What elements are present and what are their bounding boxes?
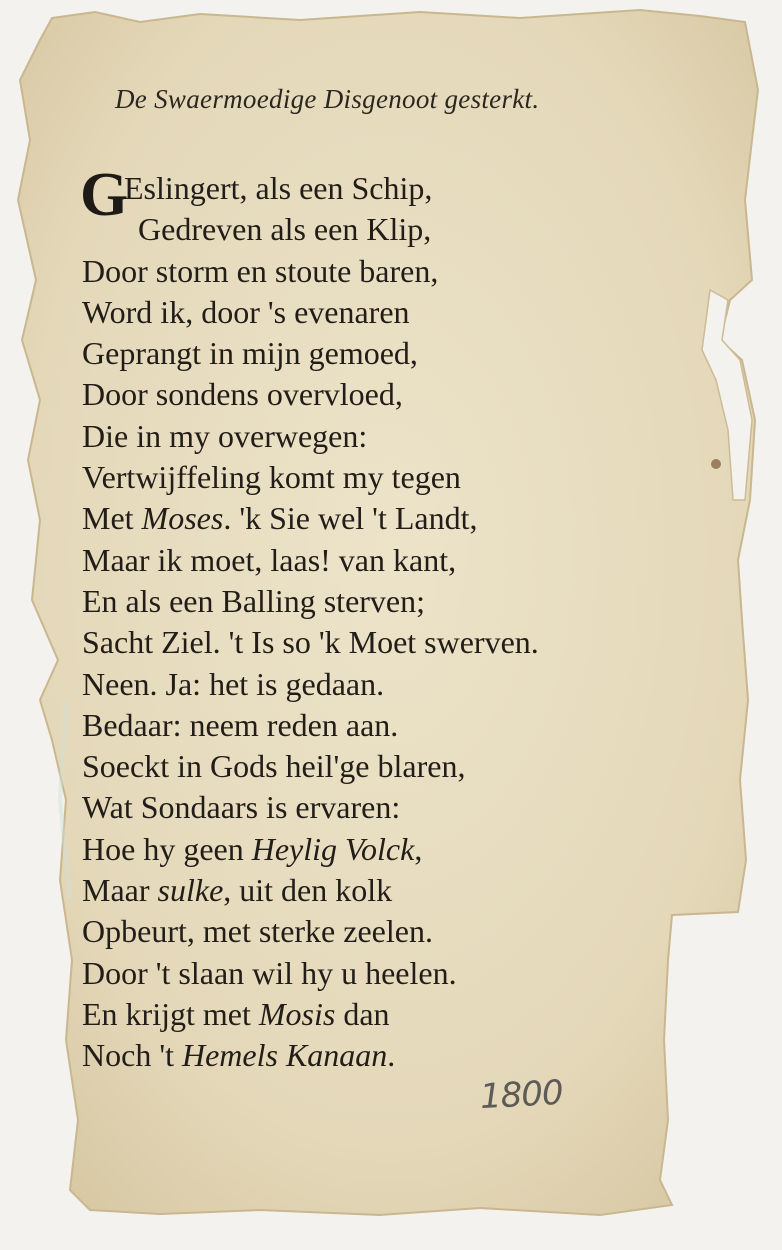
poem-line: [82, 746, 642, 787]
poem-line: [82, 168, 642, 209]
page-title: De Swaermoedige Disgenoot gesterkt.: [115, 84, 540, 114]
poem-line: [82, 251, 642, 292]
drop-cap: G: [80, 161, 129, 229]
poem-line-text: Door 't slaan wil hy u heelen.: [82, 954, 457, 991]
poem-line-text: Gedreven als een Klip,: [138, 211, 432, 248]
poem-line: [82, 581, 642, 622]
poem-line-text: Die in my overwegen:: [82, 417, 368, 454]
poem-line: [82, 870, 642, 911]
poem-line-text: Sacht Ziel. 't Is so 'k Moet swerven.: [82, 624, 539, 661]
poem-line-text: Vertwijffeling komt my tegen: [82, 459, 461, 496]
poem-line-text: Maar: [82, 872, 158, 909]
poem-line-text: Wat Sondaars is ervaren:: [82, 789, 401, 826]
poem-line-italic: Moses: [141, 500, 224, 537]
poem-line: [82, 829, 642, 870]
catalog-number: 1800: [479, 1072, 564, 1118]
poem-line: [82, 540, 642, 581]
poem-line-text: En als een Balling sterven;: [82, 582, 426, 619]
paper-spot: [711, 459, 721, 469]
poem-line-italic: Mosis: [258, 995, 336, 1032]
poem-lines: [82, 168, 642, 1077]
poem-line-text: .: [387, 1037, 396, 1074]
poem-line-text: Eslingert, als een Schip,: [124, 170, 433, 206]
poem-line-text: En krijgt met: [82, 995, 259, 1032]
poem-line-text: Door sondens overvloed,: [82, 376, 403, 413]
poem-line: [82, 994, 642, 1035]
poem-line: [82, 498, 642, 539]
poem-line: [82, 622, 642, 663]
poem-line-text: Word ik, door 's evenaren: [82, 293, 410, 330]
poem-line-text: Bedaar: neem reden aan.: [82, 706, 399, 743]
poem-line-text: , uit den kolk: [223, 872, 393, 909]
poem-line: [82, 664, 642, 705]
poem-line-text: . 'k Sie wel 't Landt,: [223, 500, 478, 537]
poem-line-text: Geprangt in mijn gemoed,: [82, 335, 418, 372]
poem-line-italic: Hemels Kanaan: [181, 1037, 388, 1074]
poem-line-text: Neen. Ja: het is gedaan.: [82, 665, 385, 702]
poem-line-text: ,: [414, 830, 423, 867]
poem-line: [82, 416, 642, 457]
poem-line-text: Opbeurt, met sterke zeelen.: [82, 913, 433, 950]
poem-line-italic: Heylig Volck: [251, 830, 415, 867]
poem-line: [82, 1035, 642, 1076]
poem-line: [82, 292, 642, 333]
poem-line-text: Soeckt in Gods heil'ge blaren,: [82, 748, 466, 785]
poem-line: [82, 209, 642, 250]
poem-line: [82, 787, 642, 828]
poem-line-text: Noch 't: [82, 1037, 182, 1074]
poem-line-italic: sulke: [157, 872, 224, 909]
poem-line: [82, 705, 642, 746]
poem-line: [82, 374, 642, 415]
poem-line-text: Met: [82, 500, 142, 537]
poem-line-text: Maar ik moet, laas! van kant,: [82, 541, 457, 578]
poem-line-text: Hoe hy geen: [82, 830, 252, 867]
poem-line: [82, 911, 642, 952]
poem-line: [82, 953, 642, 994]
poem-line: [82, 457, 642, 498]
poem: [80, 161, 642, 1077]
poem-line-text: Door storm en stoute baren,: [82, 252, 439, 289]
poem-line-text: dan: [335, 995, 390, 1032]
poem-line: [82, 333, 642, 374]
